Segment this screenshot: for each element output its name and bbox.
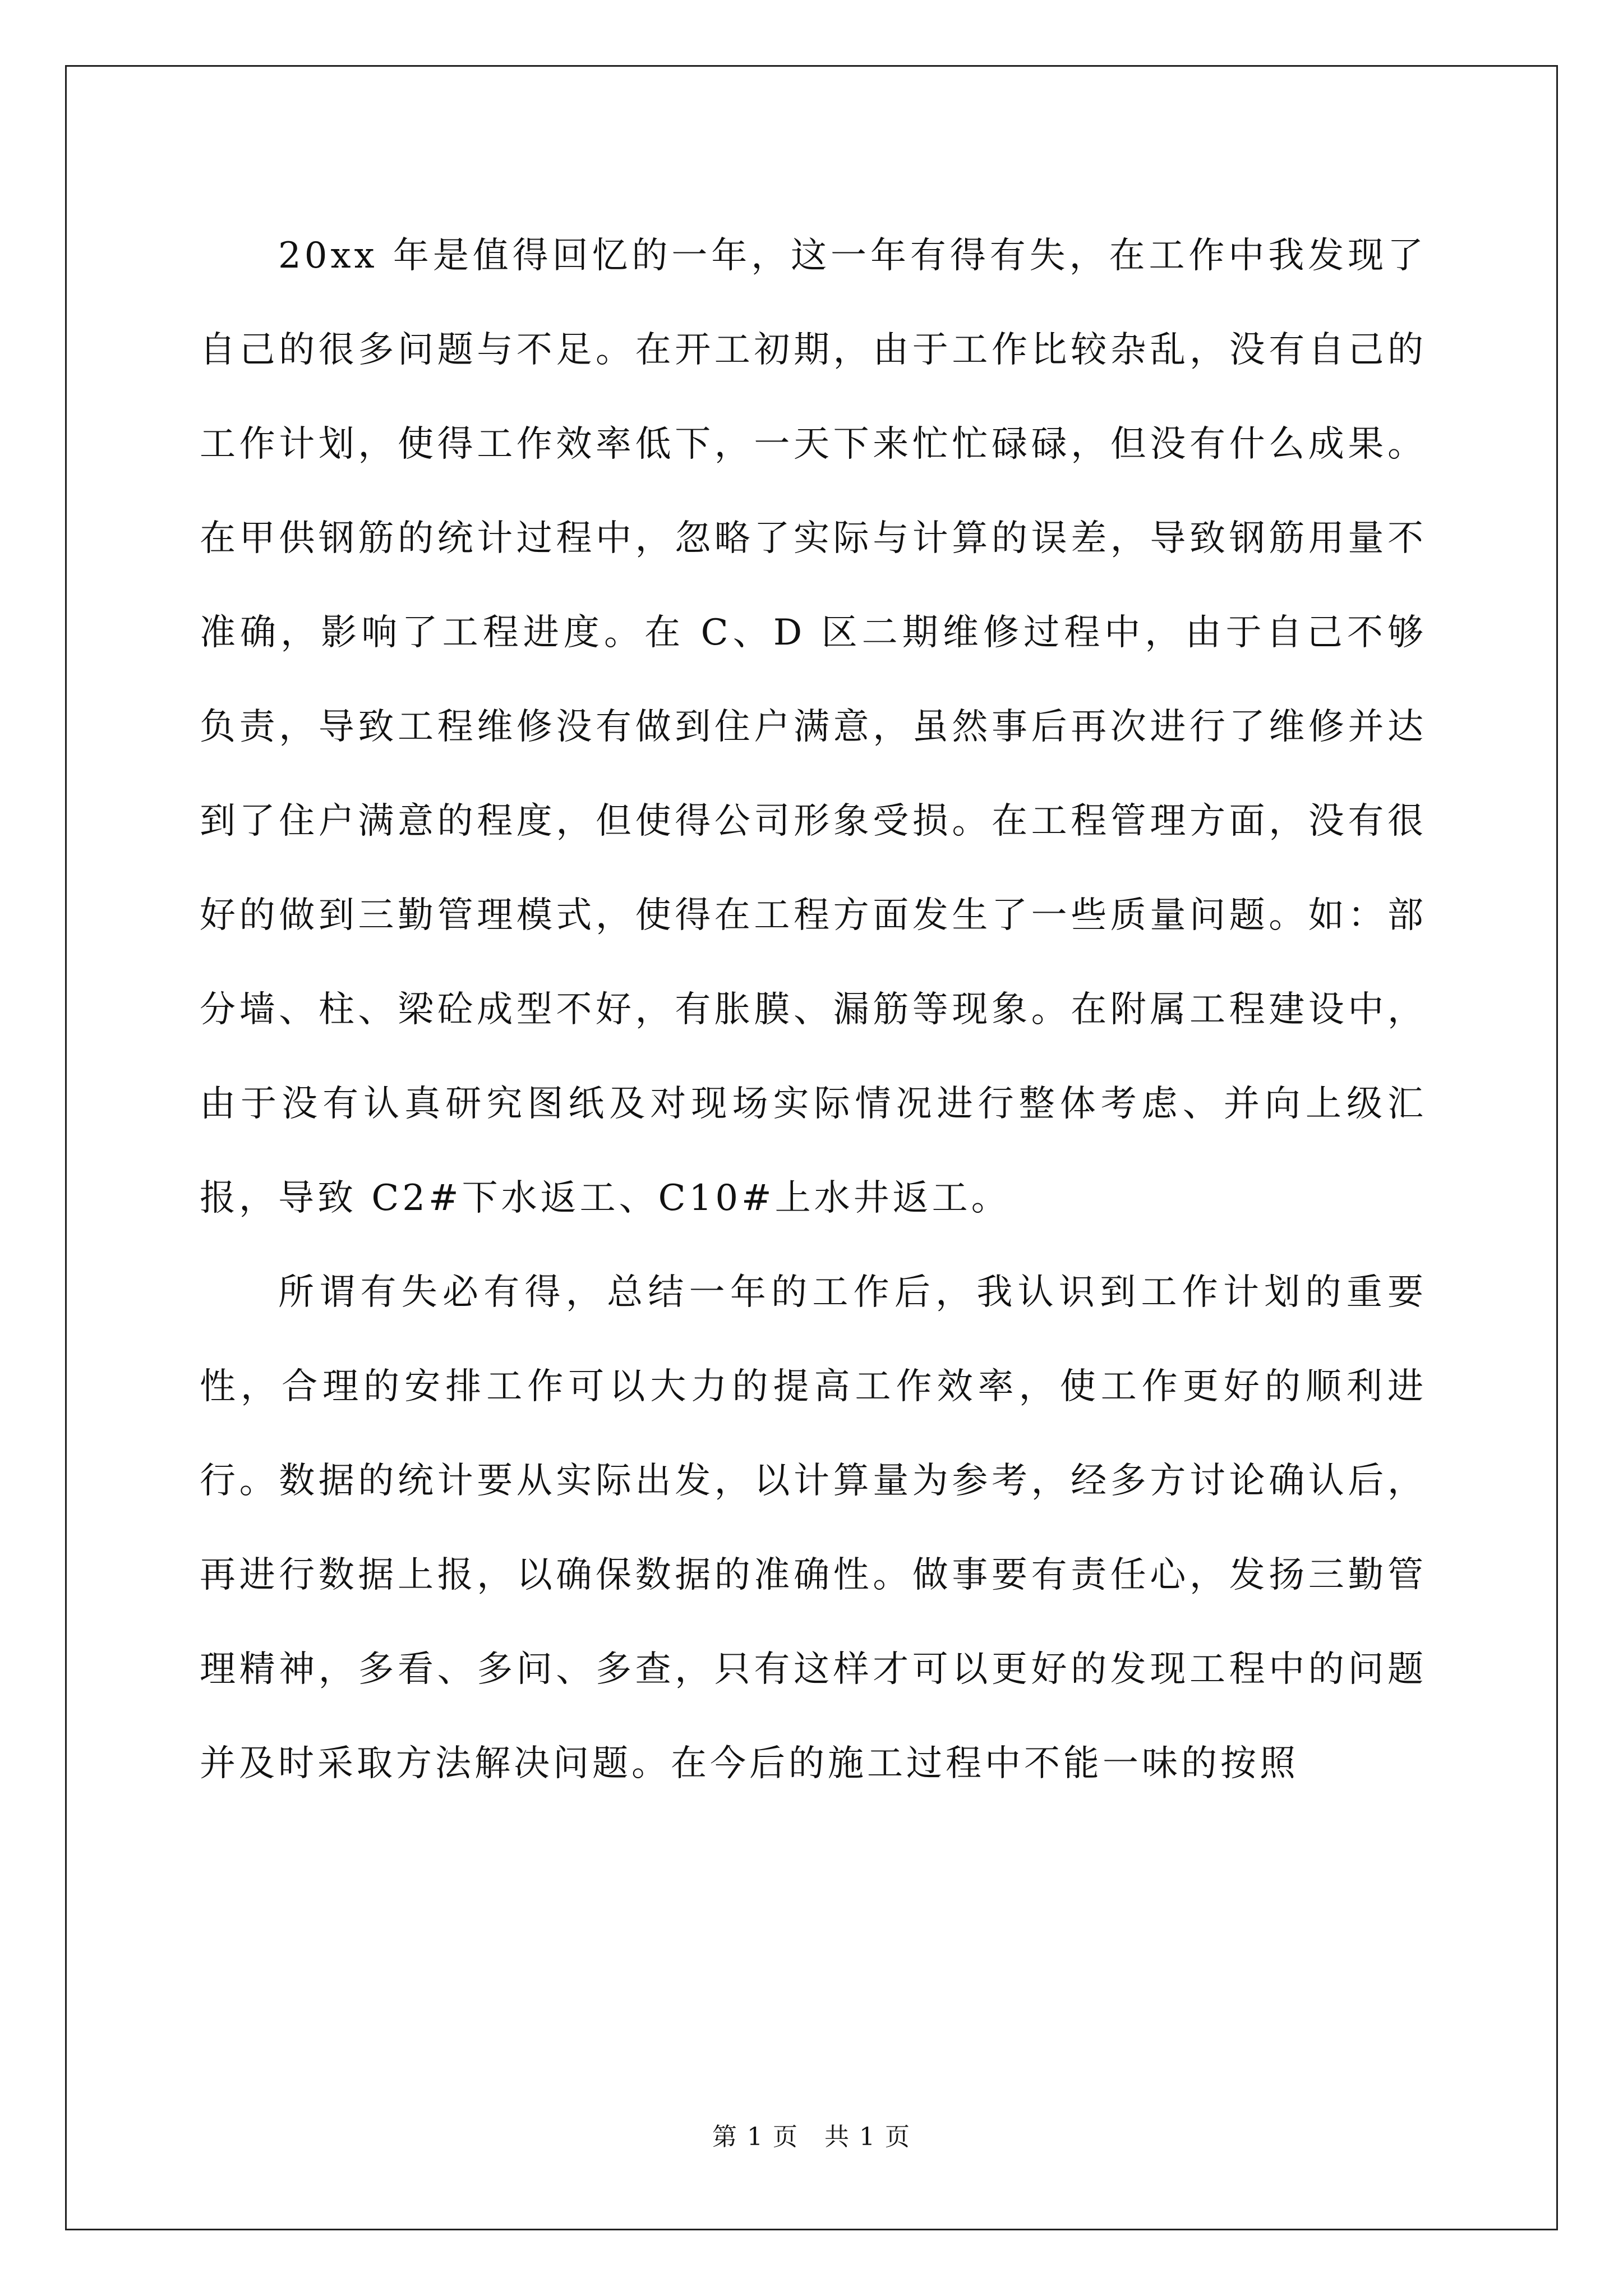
- document-body: [200, 209, 1427, 1811]
- paragraph-2: 所谓有失必有得，总结一年的工作后，我认识到工作计划的重要性，合理的安排工作可以大力的提高工作效率，使工作更好的顺利进行。数据的统计要从实际出发，以计算量为参考，经多方讨论确认后，再进行数据上报，以确保数据的准确性。做事要有责任心，发扬三勤管理精神，多看、多问、多查，只有这样才可以更好的发现工程中的问题并及时采取方法解决问题。在今后的施工过程中不能一味的按照: [200, 1272, 1427, 1784]
- paragraph-1: 20xx 年是值得回忆的一年，这一年有得有失，在工作中我发现了自己的很多问题与不足。在开工初期，由于工作比较杂乱，没有自己的工作计划，使得工作效率低下，一天下来忙忙碌碌，但没有什么成果。在甲供钢筋的统计过程中，忽略了实际与计算的误差，导致钢筋用量不准确，影响了工程进度。在 C、D 区二期维修过程中，由于自己不够负责，导致工程维修没有做到住户满意，虽然事后再次进行了维修并达到了住户满意的程度，但使得公司形象受损。在工程管理方面，没有很好的做到三勤管理模式，使得在工程方面发生了一些质量问题。如：部分墙、柱、梁砼成型不好，有胀膜、漏筋等现象。在附属工程建设中，由于没有认真研究图纸及对现场实际情况进行整体考虑、并向上级汇报，导致 C2#下水返工、C10#上水井返工。: [200, 235, 1427, 1219]
- page-footer: 第 1 页 共 1 页: [712, 2123, 911, 2151]
